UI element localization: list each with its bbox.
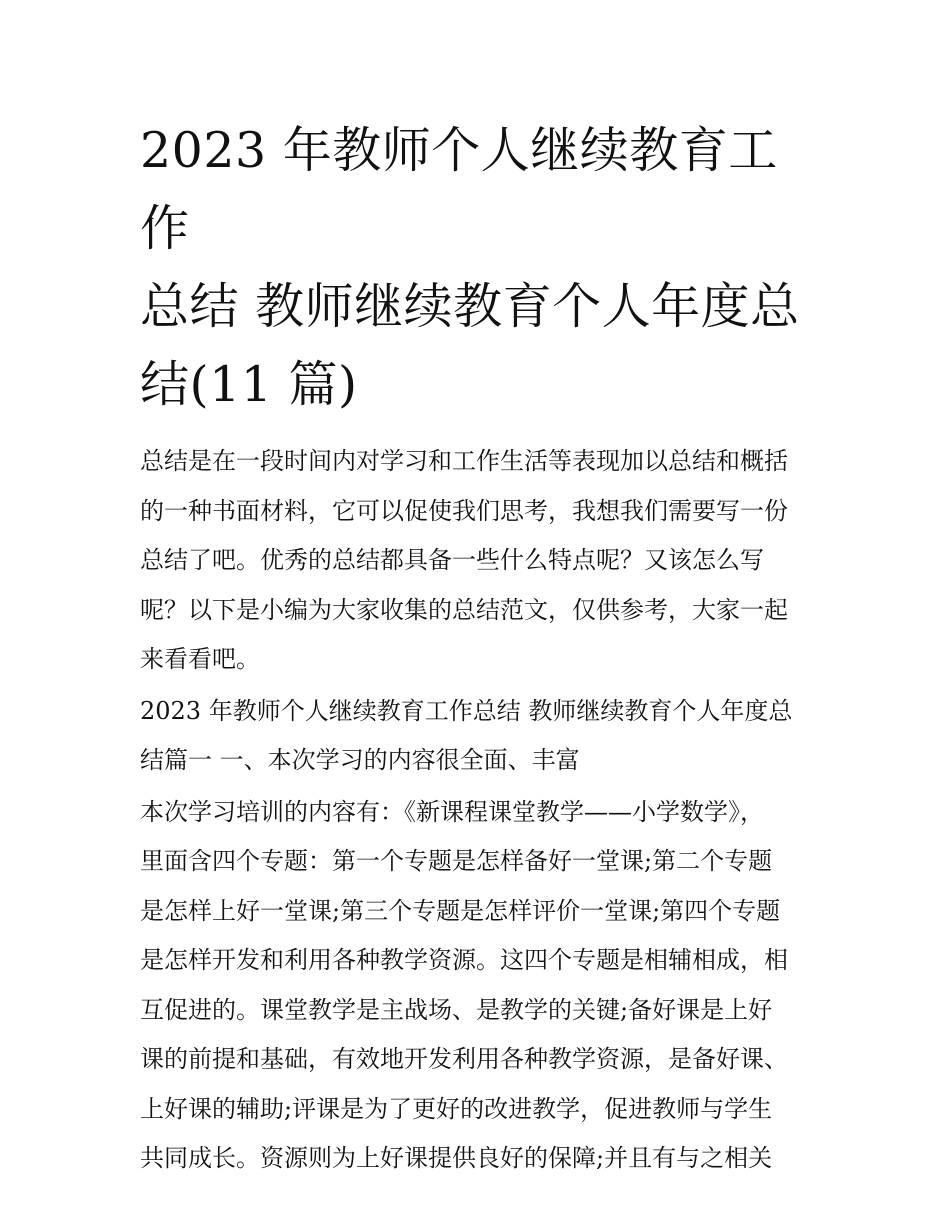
- text-line: 是怎样开发和利用各种教学资源。这四个专题是相辅相成，相: [140, 946, 788, 974]
- text-line: 的一种书面材料，它可以促使我们思考，我想我们需要写一份: [140, 496, 788, 525]
- body-paragraph: [140, 788, 820, 1184]
- text-line: 呢？以下是小编为大家收集的总结范文，仅供参考，大家一起: [140, 595, 788, 624]
- text-line: 共同成长。资源则为上好课提供良好的保障;并且有与之相关: [140, 1144, 773, 1172]
- text-line: 上好课的辅助;评课是为了更好的改进教学，促进教师与学生: [140, 1094, 773, 1123]
- section-heading-paragraph: [140, 687, 820, 786]
- text-line: 总结了吧。优秀的总结都具备一些什么特点呢？又该怎么写: [140, 546, 764, 574]
- title-line: 2023 年教师个人继续教育工作: [140, 122, 778, 257]
- title-line: 结(11 篇): [140, 356, 358, 413]
- text-line: 互促进的。课堂教学是主战场、是教学的关键;备好课是上好: [140, 995, 773, 1024]
- text-line: 里面含四个专题：第一个专题是怎样备好一堂课;第二个专题: [140, 847, 773, 875]
- document-content: [140, 112, 820, 1184]
- text-line: 2023 年教师个人继续教育工作总结 教师继续教育个人年度总: [140, 696, 793, 725]
- text-line: 来看看吧。: [140, 645, 260, 673]
- text-line: 总结是在一段时间内对学习和工作生活等表现加以总结和概括: [140, 447, 788, 475]
- text-line: 课的前提和基础，有效地开发利用各种教学资源，是备好课、: [140, 1045, 788, 1073]
- document-title: [140, 112, 820, 424]
- text-line: 是怎样上好一堂课;第三个专题是怎样评价一堂课;第四个专题: [140, 896, 781, 925]
- text-line: 本次学习培训的内容有：《新课程课堂教学——小学数学》，: [140, 797, 764, 826]
- text-line: 结篇一 一、本次学习的内容很全面、丰富: [140, 746, 580, 774]
- intro-paragraph: [140, 437, 820, 685]
- title-line: 总结 教师继续教育个人年度总: [140, 278, 800, 335]
